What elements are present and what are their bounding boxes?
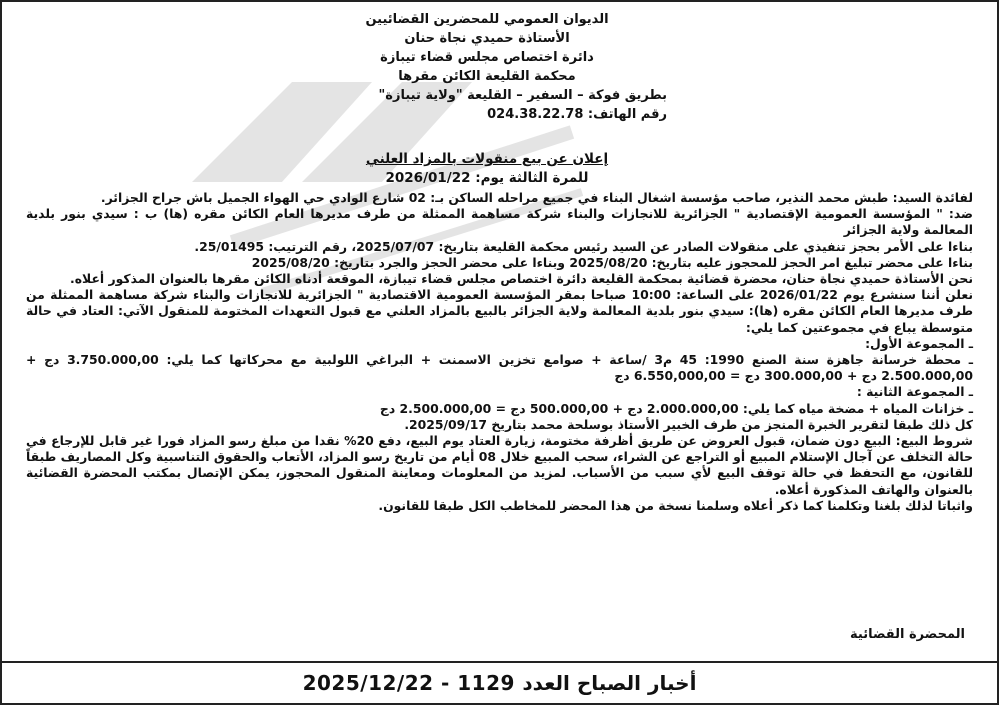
announcement-heading: إعلان عن بيع منقولات بالمزاد العلني [365,151,609,167]
newspaper-name: أخبار الصباح العدد [522,671,697,695]
beneficiary-paragraph: لفائدة السيد: طبش محمد النذير، صاحب مؤسسة اشغال البناء في جميع مراحله الساكن بـ: 02 شارع الوادي حي الهواء الجميل باش جراح الجزائر. [100,190,973,205]
jurisdiction: دائرة اختصاص مجلس قضاء تيبازة [380,50,594,65]
round-date: 2026/01/22 [385,170,471,186]
closing-paragraph: واثباتا لذلك بلغنا وتكلمنا كما ذكر أعلاه وسلمنا نسخة من هذا المحضر للمخاطب الكل طبقا للقانون. [378,497,973,513]
court-name: محكمة القليعة الكائن مقرها [398,69,576,84]
round-label: للمرة الثالثة يوم: [475,170,589,186]
newspaper-footer: أخبار الصباح العدد 1129 - 2025/12/22 [2,661,997,705]
phone-label: رقم الهاتف: [587,107,667,122]
sale-paragraph: نعلن أننا سنشرع يوم 2026/01/22 على الساعة: 10:00 صباحا بمقر المؤسسة العمومية الاقتصادية " الجزائرية للانجازات والبناء شركة مساهمة الممثلة من طرف مديرها العام الكائن مقره (ها): سيدي بنور بلدية المعالمة ولاية الجزائر بالبيع بالمزاد العلني مع قبول التعهدات المختومة للمنقول الآتي: العتاد في حالة متوسطة يباع في مجموعتين كما يلي: [26,287,974,335]
round-line [307,169,667,188]
phone-number: 024.38.22.78 [487,107,584,122]
announcement-title [307,150,667,188]
group1-title: ـ المجموعة الأول: [865,335,973,351]
phone-line [307,105,667,124]
group1-item: ـ محطة خرسانة جاهزة سنة الصنع 1990: 45 م3 /ساعة + صوامع تخزين الاسمنت + البراغي اللولبية مع محركاتها كما يلي: 3.750.000,00 دج + 2.500.000,00 دج + 300.000,00 دج = 6.550,000,00 دج [26,352,973,384]
group2-title: ـ المجموعة الثانية : [856,384,973,400]
group2-item: ـ خزانات المياه + مضخة مياه كما يلي: 2.000.000,00 دج + 500.000,00 دج = 2.500.000,00 دج [379,400,973,416]
announcement-body [26,190,973,514]
expert-paragraph: كل ذلك طبقا لتقرير الخبرة المنجز من طرف الخبير الأستاذ بوسلحة محمد بتاريخ 2025/09/17. [404,416,973,432]
issue-number: 1129 [457,671,515,695]
office-address: بطريق فوكة – السفير – القليعة "ولاية تيبازة" [378,88,667,103]
conditions-paragraph: شروط البيع: البيع دون ضمان، قبول العروض عن طريق أظرفة مختومة، زيارة العتاد يوم البيع، دفع 20% نقدا من مبلغ رسو المزاد فورا غير قابل للإرجاع في حالة التخلف عن آجال الإستلام المبيع أو التراجع عن الشراء، سحب المبيع خلال 08 أيام من تاريخ رسو المزاد، الأتعاب والحقوق التناسبية وكل المصاريف طبقاً للقانون، مع التحفظ في حالة توقف البيع لأي سبب من الأسباب. لمزيد من المعلومات ومعاينة المنقول المحجوز، يمكن الإتصال بمكتب المحضرة القضائية بالعنوان والهاتف المذكورة أعلاه. [26,433,973,497]
bailiff-paragraph: نحن الأستاذة حميدي نجاة حنان، محضرة قضائية بمحكمة القليعة دائرة اختصاص مجلس قضاء تيبازة، الموقعة أدناه الكائن مقرها بالعنوان المذكور أعلاه. [70,271,973,287]
office-header [307,10,667,124]
issue-date: 2025/12/22 [302,671,434,695]
signature: المحضرة القضائية [850,627,965,642]
notification-paragraph: بناءا على محضر تبليغ امر الحجز للمحجوز عليه بتاريخ: 2025/08/20 وبناءا على محضر الحجز والجرد بتاريخ: 2025/08/20 [251,254,973,270]
order-paragraph: بناءا على الأمر بحجز تنفيذي على منقولات الصادر عن السيد رئيس محكمة القليعة بتاريخ: 2025/07/07، رقم الترتيب: 25/01495. [194,238,973,254]
bailiff-name: الأستاذة حميدي نجاة حنان [404,31,570,46]
defendant-paragraph: ضد: " المؤسسة العمومية الإقتصادية " الجزائرية للانجازات والبناء شركة مساهمة الممثلة من طرف مديرها العام الكائن مقره (ها) ب : سيدي بنور بلدية المعالمة ولاية الجزائر [26,206,973,238]
office-name: الديوان العمومي للمحضرين القضائيين [365,12,609,27]
